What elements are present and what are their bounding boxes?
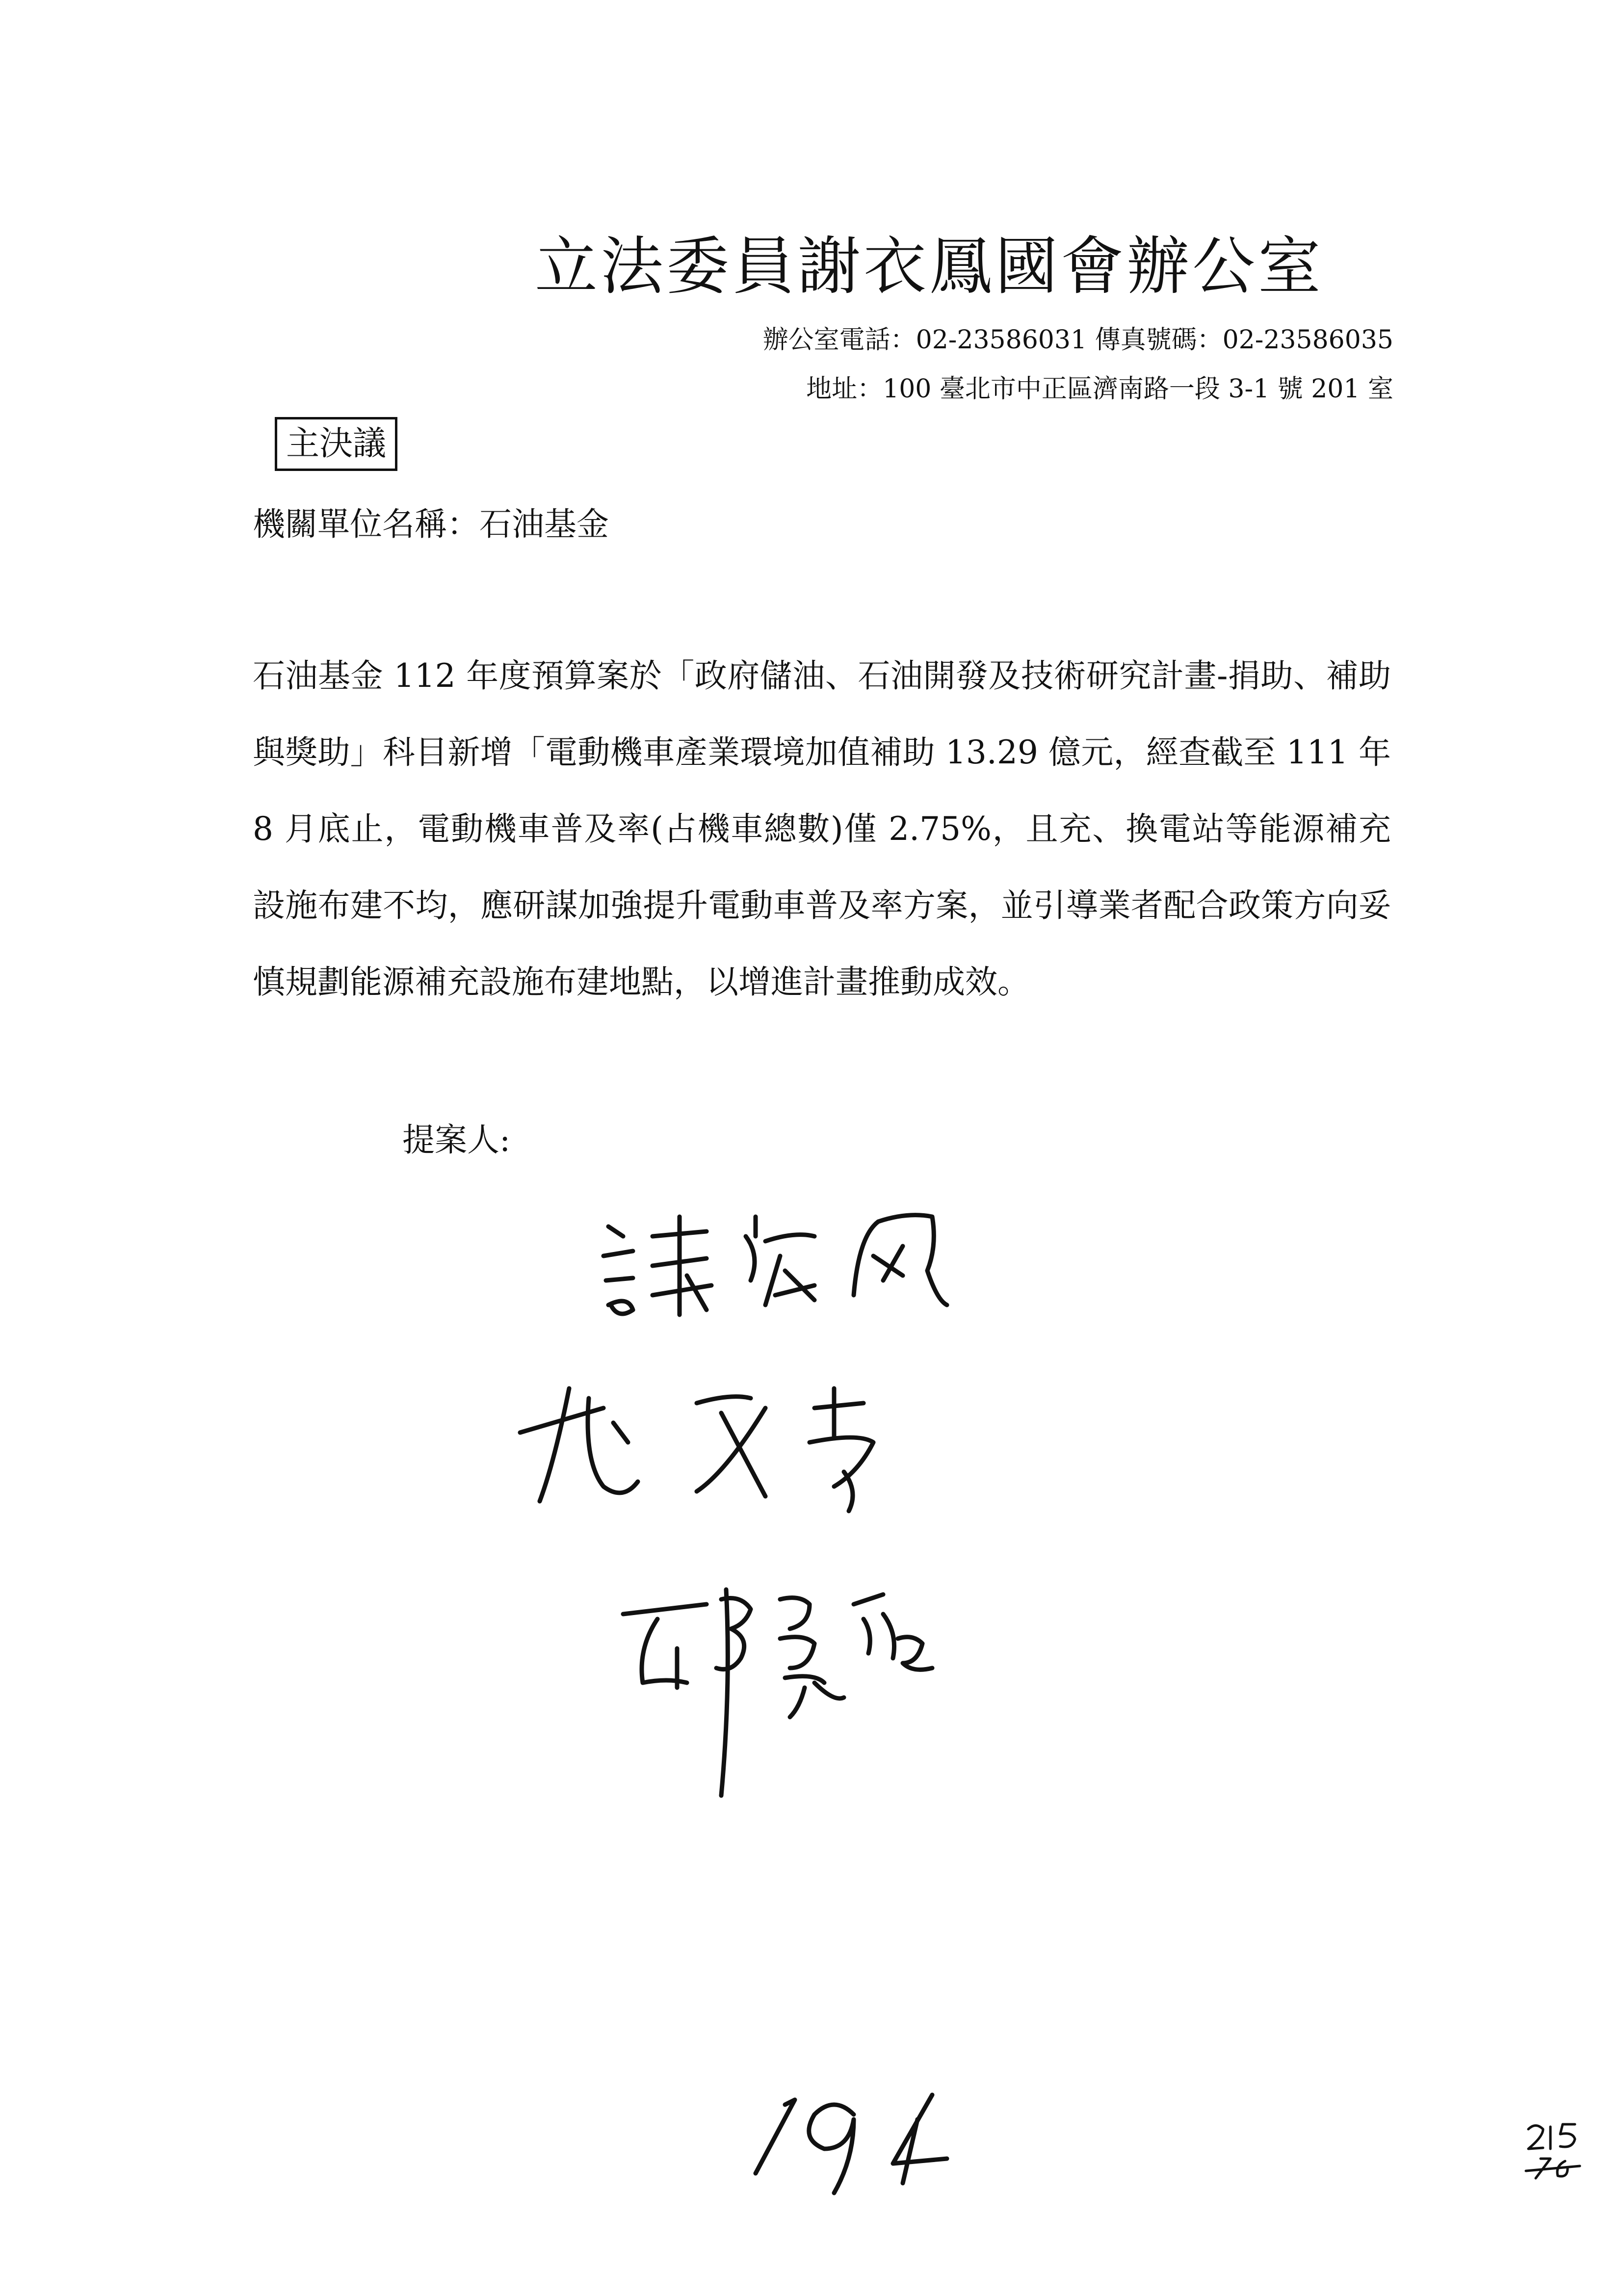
resolution-type-label: 主決議: [275, 417, 397, 471]
office-title: 立法委員謝衣鳳國會辦公室: [535, 230, 1324, 303]
agency-name: 機關單位名稱：石油基金: [253, 505, 609, 543]
resolution-body: 石油基金 112 年度預算案於「政府儲油、石油開發及技術研究計畫-捐助、補助與獎助」科目新增「電動機車產業環境加值補助 13.29 億元，經查截至 111 年 8 月底止，電動機車普及率(占機車總數)僅 2.75%，且充、換電站等能源補充設施布建不均，應研謀加強提升電動車普及率方案，並引導業者配合政策方向妥慎規劃能源補充設施布建地點，以增進計畫推動成效。: [253, 657, 1391, 1001]
signature-1: [603, 1215, 947, 1315]
proposer-label: 提案人:: [402, 1121, 511, 1159]
page-number-handwritten: [756, 2095, 947, 2193]
signature-2: [520, 1388, 873, 1511]
contact-address: 地址：100 臺北市中正區濟南路一段 3-1 號 201 室: [806, 374, 1393, 404]
signature-3: [623, 1590, 932, 1796]
corner-number: [1526, 2124, 1580, 2178]
contact-phone-fax: 辦公室電話：02-23586031 傳真號碼：02-23586035: [762, 325, 1393, 355]
